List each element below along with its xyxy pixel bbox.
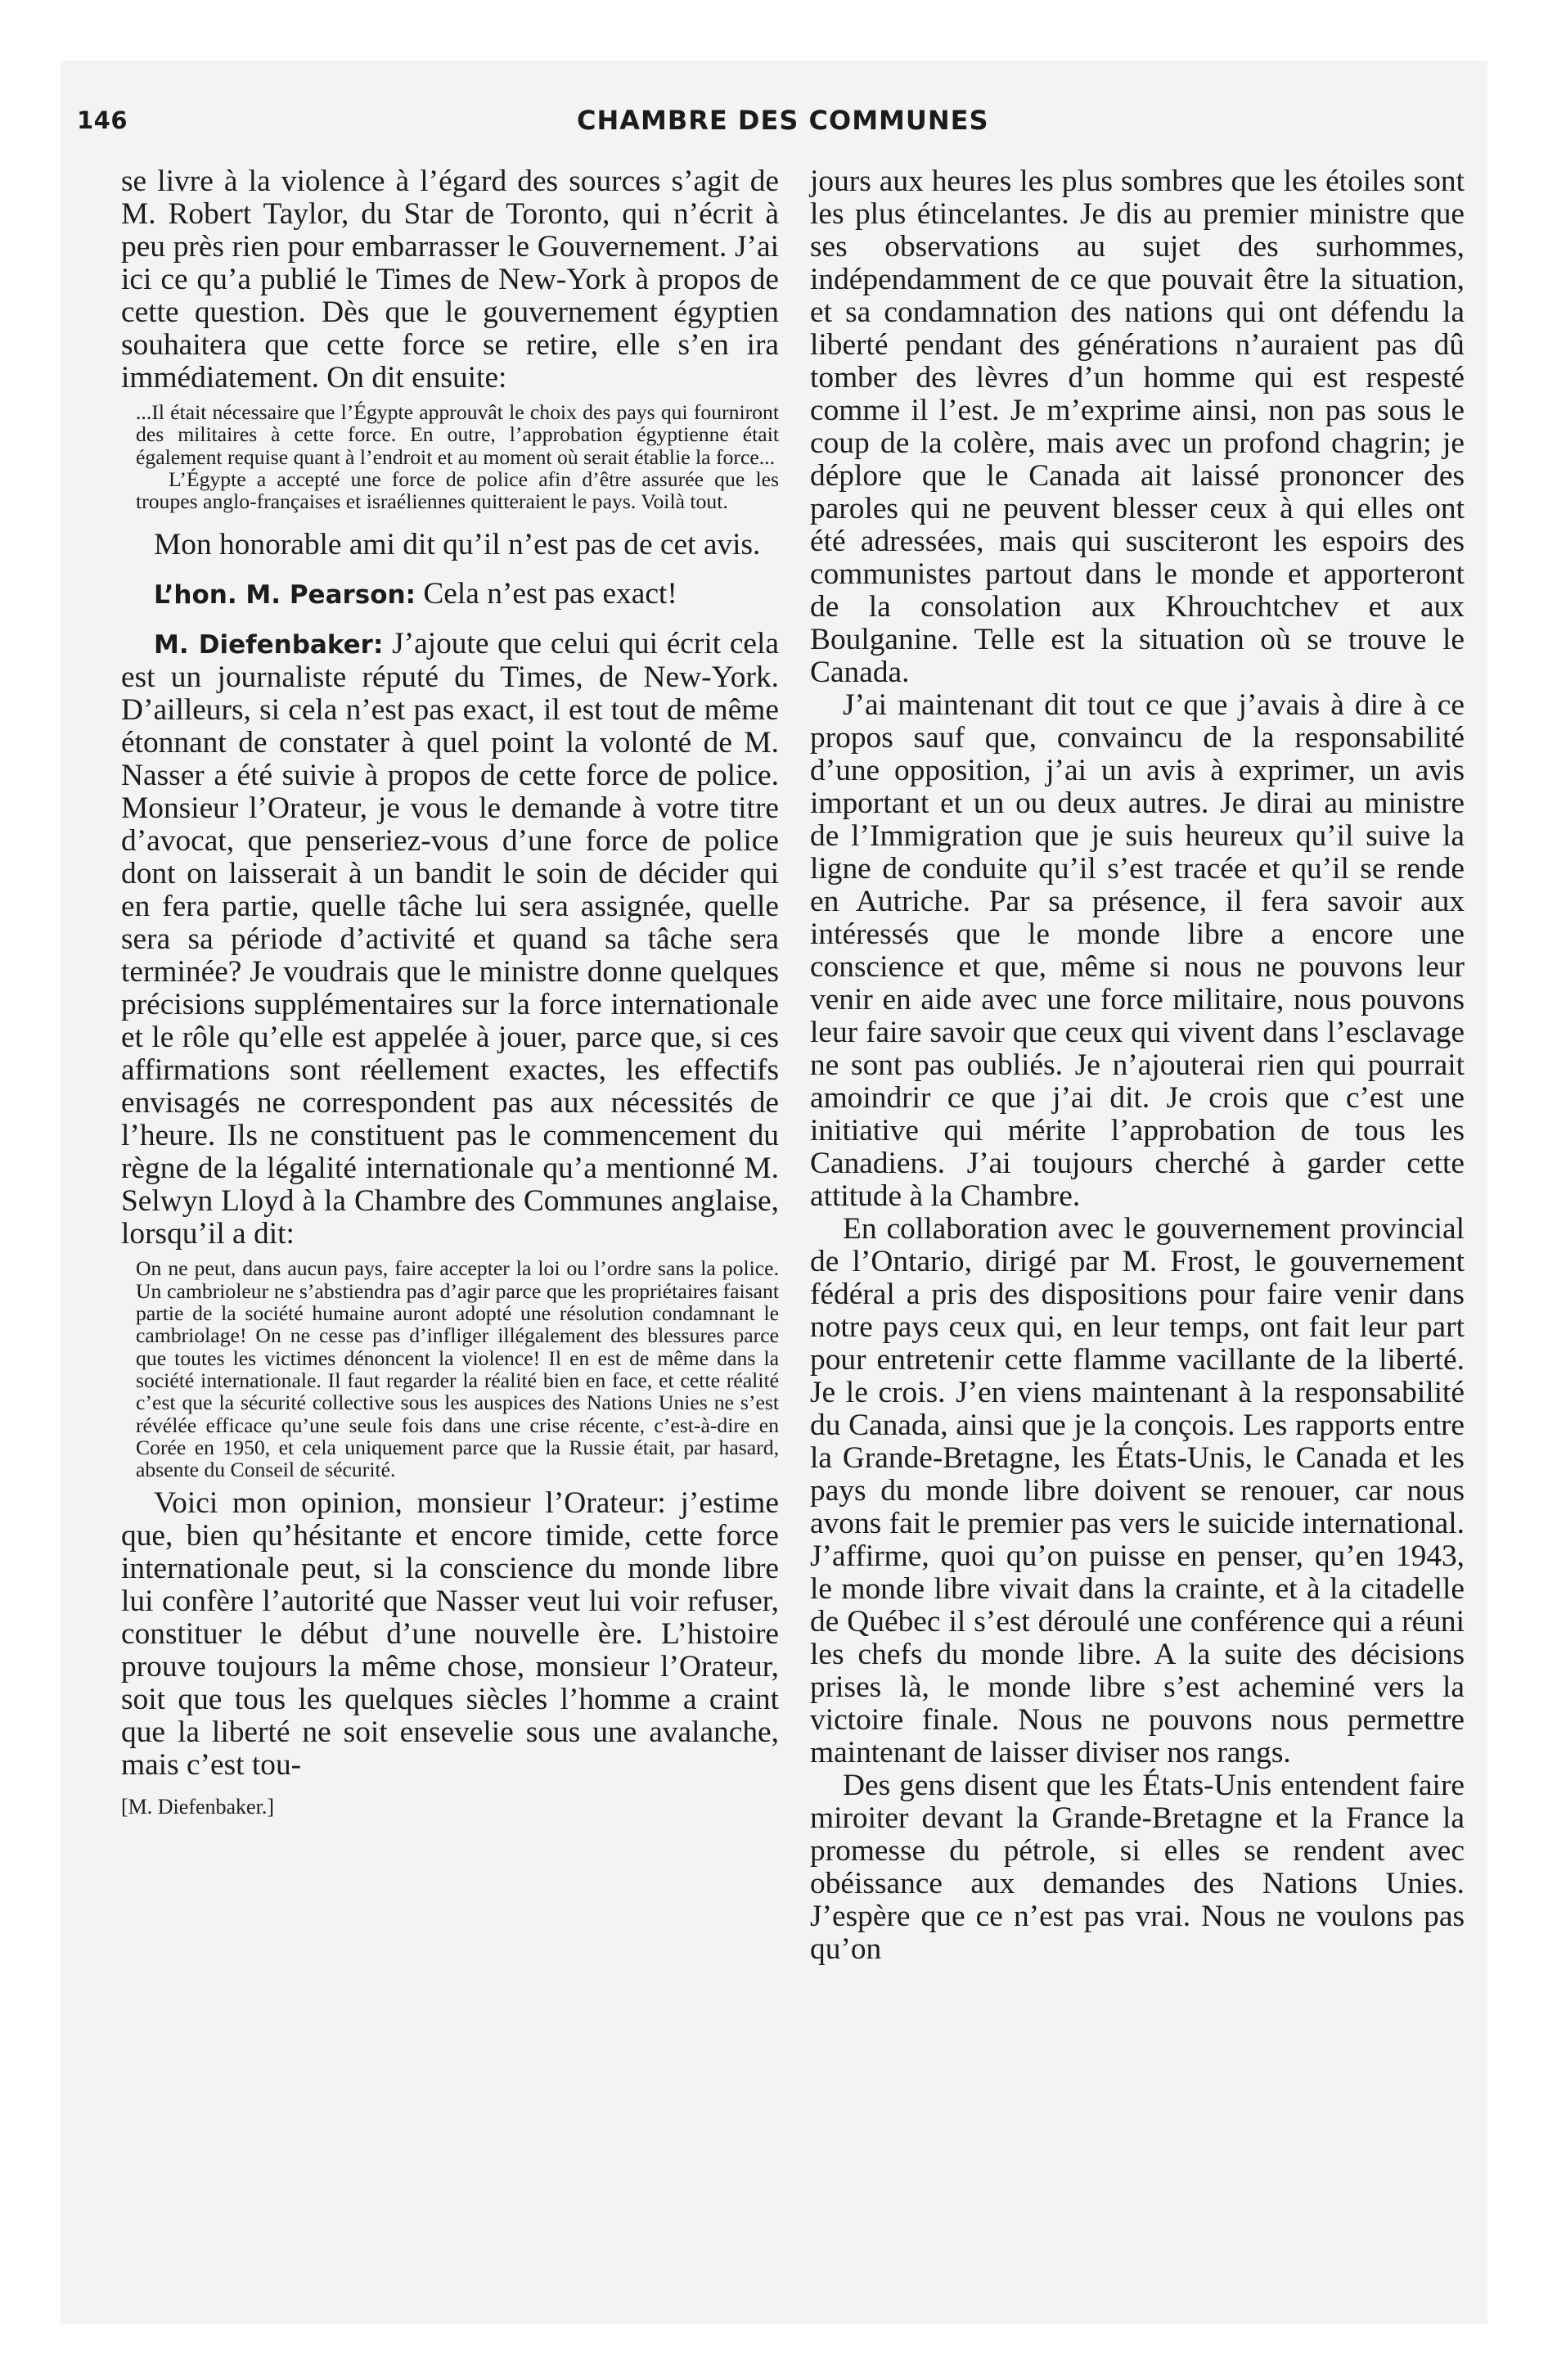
left-paragraph-3 [121,578,779,611]
right-paragraph-4: Des gens disent que les États-Unis entendent faire miroiter devant la Grande-Bretagne et la France la promesse du pétrole, si elles se rendent avec obéissance aux demandes des Nations Unies. J’espère que ce n’est pas vrai. Nous ne voulons pas qu’on [810,1769,1465,1966]
speaker-pearson: L’hon. M. Pearson: [154,580,416,611]
pearson-remark: Cela n’est pas exact! [423,577,677,611]
page-number: 146 [77,106,128,134]
right-column [810,165,1465,1966]
left-quote-1: ...Il était nécessaire que l’Égypte approuvât le choix des pays qui fourniront des militaires à cette force. En outre, l’approbation égyptienne était également requise quant à l’endroit et au moment où serait établie la force... [136,400,779,469]
speaker-diefenbaker: M. Diefenbaker: [154,630,384,660]
left-quote-3: On ne peut, dans aucun pays, faire accepter la loi ou l’ordre sans la police. Un cambrioleur ne s’abstiendra pas d’agir parce que les propriétaires faisant partie de la société humaine auront adopté une résolution condamnant le cambriolage! On ne cesse pas d’infliger illégalement des blessures parce que toutes les victimes dénoncent la violence! Il en est de même dans la société internationale. Il faut regarder la réalité bien en face, et cette réalité c’est que la sécurité collective sous les auspices des Nations Unies ne s’est révélée efficace qu’une seule fois dans une crise récente, c’est-à-dire en Corée en 1950, et cela uniquement parce que la Russie était, par hasard, absente du Conseil de sécurité. [136,1256,779,1482]
running-header-title: CHAMBRE DES COMMUNES [577,105,989,136]
right-paragraph-2: J’ai maintenant dit tout ce que j’avais à dire à ce propos sauf que, convaincu de la responsabilité d’une opposition, j’ai un avis à exprimer, un avis important et un ou deux autres. Je dirai au ministre de l’Immigration que je suis heureux qu’il suive la ligne de conduite qu’il s’est tracée et qu’il se rende en Autriche. Par sa présence, il fera savoir aux intéressés que le monde libre a encore une conscience et que, même si nous ne pouvons leur venir en aide avec une force militaire, nous pouvons leur faire savoir que ceux qui vivent dans l’esclavage ne sont pas oubliés. Je n’ajouterai rien qui pourrait amoindrir ce que j’ai dit. Je crois que c’est une initiative qui mérite l’approbation de tous les Canadiens. J’ai toujours cherché à garder cette attitude à la Chambre. [810,688,1465,1213]
left-paragraph-2: Mon honorable ami dit qu’il n’est pas de cet avis. [154,528,761,562]
left-column [121,165,779,1819]
left-paragraph-1: se livre à la violence à l’égard des sources s’agit de M. Robert Taylor, du Star de Toronto, qui n’écrit à peu près rien pour embarrasser le Gouvernement. J’ai ici ce qu’a publié le Times de New-York à propos de cette question. Dès que le gouvernement égyptien souhaitera que cette force se retire, elle s’en ira immédiatement. On dit ensuite: [121,165,779,394]
left-quote-2: L’Égypte a accepté une force de police afin d’être assurée que les troupes anglo-françaises et israéliennes quitteraient le pays. Voilà tout. [136,467,779,514]
right-paragraph-1: jours aux heures les plus sombres que les étoiles sont les plus étincelantes. Je dis au premier ministre que ses observations au sujet des surhommes, indépendamment de ce que pouvait être la situation, et sa condamnation des nations qui ont défendu la liberté pendant des générations n’auraient pas dû tomber des lèvres d’un homme qui est respesté comme il l’est. Je m’exprime ainsi, non pas sous le coup de la colère, mais avec un profond chagrin; je déplore que le Canada ait laissé prononcer des paroles qui ne peuvent blesser ceux à qui elles ont été adressées, mais qui susciteront les espoirs des communistes partout dans le monde et apporteront de la consolation aux Khrouchtchev et aux Boulganine. Telle est la situation où se trouve le Canada. [810,165,1465,689]
left-paragraph-5: Voici mon opinion, monsieur l’Orateur: j’estime que, bien qu’hésitante et encore timide, cette force internationale peut, si la conscience du monde libre lui confère l’autorité que Nasser veut lui voir refuser, constituer le début d’une nouvelle ère. L’histoire prouve toujours la même chose, monsieur l’Orateur, soit que tous les quelques siècles l’homme a craint que la liberté ne soit ensevelie sous une avalanche, mais c’est tou- [121,1486,779,1783]
right-paragraph-3: En collaboration avec le gouvernement provincial de l’Ontario, dirigé par M. Frost, le gouvernement fédéral a pris des dispositions pour faire venir dans notre pays ceux qui, en leur temps, ont fait leur part pour entretenir cette flamme vacillante de la liberté. Je le crois. J’en viens maintenant à la responsabilité du Canada, ainsi que je la conçois. Les rapports entre la Grande-Bretagne, les États-Unis, le Canada et les pays du monde libre doivent se renouer, car nous avons fait le premier pas vers le suicide international. J’affirme, quoi qu’on puisse en penser, qu’en 1943, le monde libre vivait dans la crainte, et à la citadelle de Québec il s’est déroulé une conférence qui a réuni les chefs du monde libre. A la suite des décisions prises là, le monde libre s’est acheminé vers la victoire finale. Nous ne pouvons nous permettre maintenant de laisser diviser nos rangs. [810,1212,1465,1769]
diefenbaker-remark: J’ajoute que celui qui écrit cela est un journaliste réputé du Times, de New-York. D’ailleurs, si cela n’est pas exact, il est tout de même étonnant de constater à quel point la volonté de M. Nasser a été suivie à propos de cette force de police. Monsieur l’Orateur, je vous le demande à votre titre d’avocat, que penseriez-vous d’une force de police dont on laisserait à un bandit le soin de décider qui en fera partie, quelle tâche lui sera assignée, quelle sera sa période d’activité et quand sa tâche sera terminée? Je voudrais que le ministre donne quelques précisions supplémentaires sur la force internationale et le rôle qu’elle est appelée à jouer, parce que, si ces affirmations sont réellement exactes, les effectifs envisagés ne correspondent pas aux nécessités de l’heure. Ils ne constituent pas le commencement du règne de la légalité internationale qu’a mentionné M. Selwyn Lloyd à la Chambre des Communes anglaise, lorsqu’il a dit: [121,627,779,1251]
speaker-footer: [M. Diefenbaker.] [121,1795,274,1819]
left-paragraph-4 [121,628,779,1251]
